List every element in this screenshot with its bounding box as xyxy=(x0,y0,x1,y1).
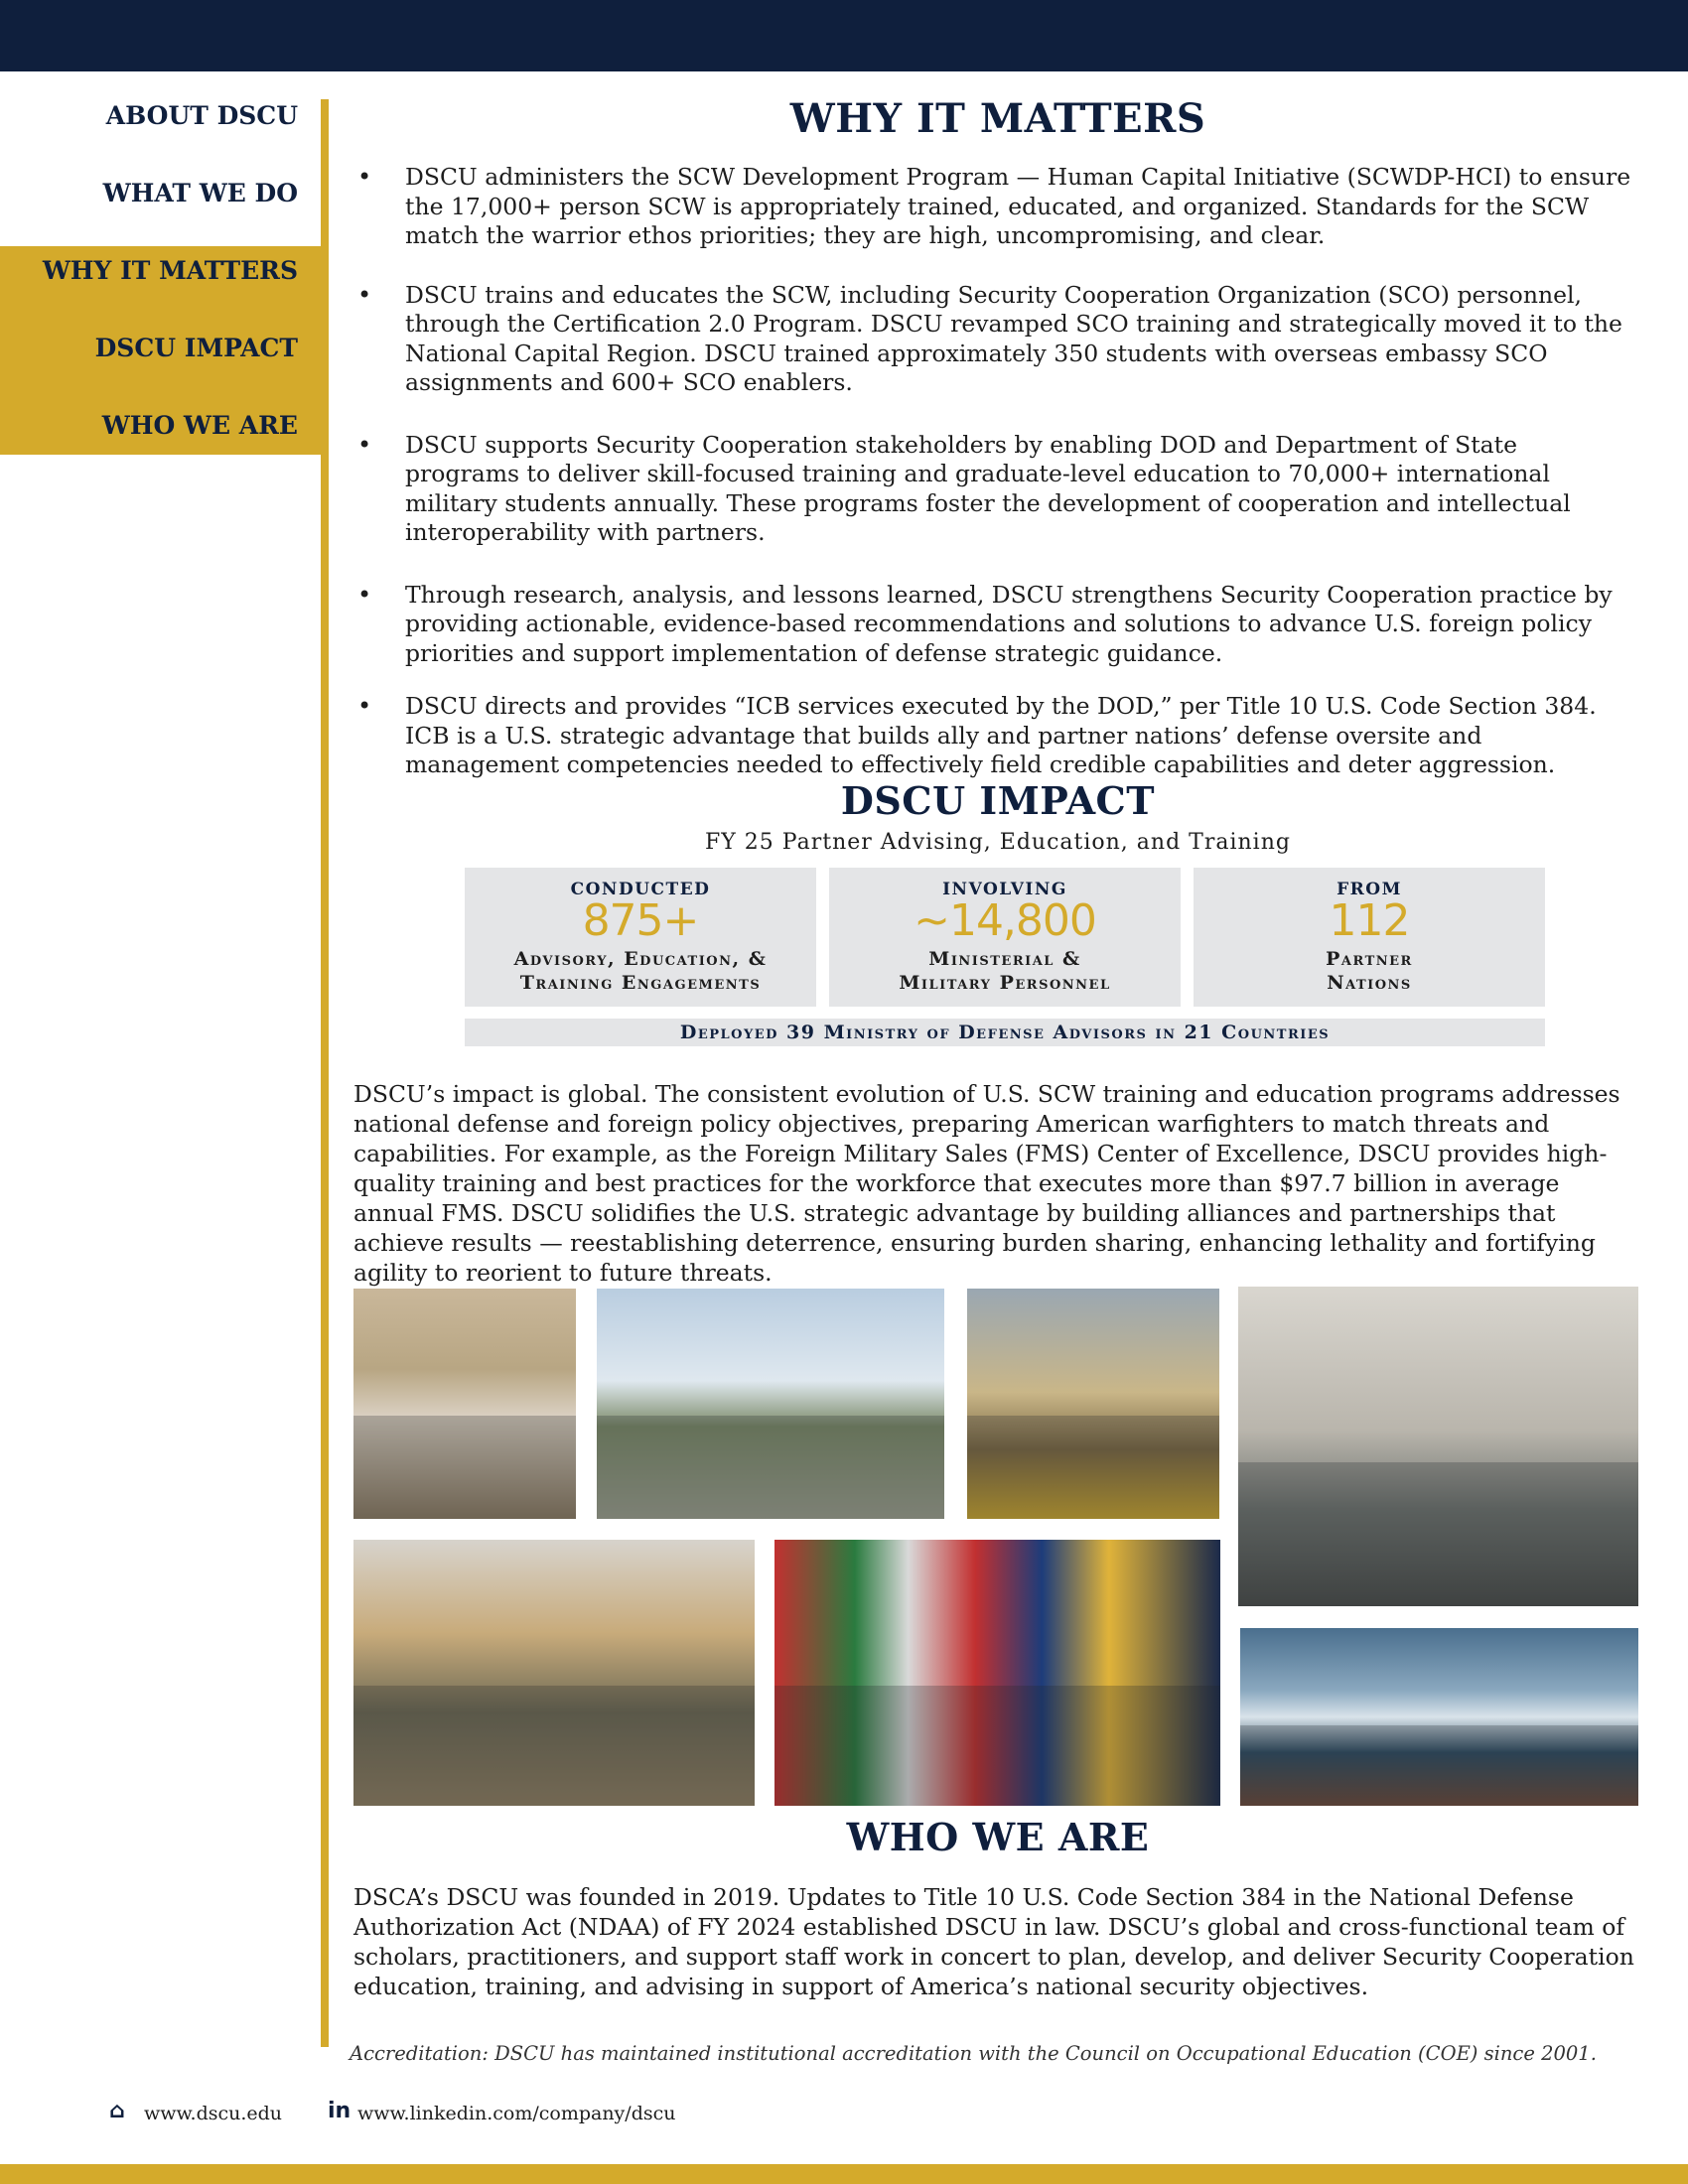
photo-fighter-jet-hangar xyxy=(1238,1287,1638,1606)
stat-card-engagements xyxy=(465,868,816,1007)
section-heading-dscu-impact: DSCU IMPACT xyxy=(840,778,1156,823)
nav-item-dscu-impact[interactable]: DSCU IMPACT xyxy=(94,334,298,362)
why-bullet-list xyxy=(357,163,1638,810)
stat-value: ~14,800 xyxy=(914,895,1096,946)
stat-desc-line: Training Engagements xyxy=(519,972,762,994)
stat-desc-line: Partner xyxy=(1326,948,1413,970)
section-heading-who-we-are: WHO WE ARE xyxy=(846,1815,1150,1859)
bullet-item: • DSCU directs and provides “ICB services executed by the DOD,” per Title 10 U.S. Code Section 384. ICB is a U.S. strategic advantage that builds ally and partner nations’ defense oversite and management competencies needed to effectively field credible capabilities and deter aggression. xyxy=(357,692,1638,780)
stat-description xyxy=(829,947,1181,995)
impact-subheading: FY 25 Partner Advising, Education, and Training xyxy=(705,830,1291,855)
stat-card-nations xyxy=(1194,868,1545,1007)
photo-meeting xyxy=(353,1289,576,1519)
stat-desc-line: Nations xyxy=(1327,972,1412,994)
stat-label: INVOLVING xyxy=(942,880,1067,899)
bottom-banner xyxy=(0,2164,1688,2184)
photo-soldiers-supplies xyxy=(353,1540,755,1806)
photo-flag-ceremony xyxy=(774,1540,1220,1806)
deployed-advisors-banner: Deployed 39 Ministry of Defense Advisors in 21 Countries xyxy=(465,1019,1545,1046)
top-banner xyxy=(0,0,1688,71)
accreditation-note: Accreditation: DSCU has maintained institutional accreditation with the Council on Occupational Education (COE) since 2001. xyxy=(350,2042,1597,2065)
photo-helicopter-crew xyxy=(597,1289,944,1519)
stat-desc-line: Ministerial & xyxy=(928,948,1081,970)
bullet-item: • DSCU administers the SCW Development Program — Human Capital Initiative (SCWDP-HCI) to ensure the 17,000+ person SCW is appropriately trained, educated, and organized. Standards for the SCW match the warrior ethos priorities; they are high, uncompromising, and clear. xyxy=(357,163,1638,251)
photo-tank-transport xyxy=(967,1289,1219,1519)
photo-patrol-boat xyxy=(1240,1628,1638,1806)
stat-description xyxy=(465,947,816,995)
nav-item-who-we-are[interactable]: WHO WE ARE xyxy=(101,411,298,440)
stat-label: FROM xyxy=(1336,880,1402,899)
stat-value: 875+ xyxy=(582,895,699,946)
nav-item-what-we-do[interactable]: WHAT WE DO xyxy=(102,179,298,207)
stat-card-personnel xyxy=(829,868,1181,1007)
website-link[interactable]: www.dscu.edu xyxy=(144,2103,283,2124)
bullet-item: • DSCU supports Security Cooperation stakeholders by enabling DOD and Department of State programs to deliver skill-focused training and graduate-level education to 70,000+ international military students annually. These programs foster the development of cooperation and intellectual interoperability with partners. xyxy=(357,431,1638,548)
nav-item-why-it-matters[interactable]: WHY IT MATTERS xyxy=(42,256,298,285)
divider-line xyxy=(321,99,329,2047)
stat-desc-line: Advisory, Education, & xyxy=(513,948,768,970)
who-paragraph: DSCA’s DSCU was founded in 2019. Updates to Title 10 U.S. Code Section 384 in the National Defense Authorization Act (NDAA) of FY 2024 established DSCU in law. DSCU’s global and cross-functional team of scholars, practitioners, and support staff work in concert to plan, develop, and deliver Security Cooperation education, training, and advising in support of America’s national security objectives. xyxy=(353,1883,1634,2000)
stat-value: 112 xyxy=(1329,895,1410,946)
stat-description xyxy=(1194,947,1545,995)
home-icon: ⌂ xyxy=(109,2099,125,2123)
section-heading-why-it-matters: WHY IT MATTERS xyxy=(789,95,1206,142)
stat-desc-line: Military Personnel xyxy=(899,972,1111,994)
stat-label: CONDUCTED xyxy=(570,880,711,899)
bullet-item: • Through research, analysis, and lessons learned, DSCU strengthens Security Cooperation practice by providing actionable, evidence-based recommendations and solutions to advance U.S. foreign policy priorities and support implementation of defense strategic guidance. xyxy=(357,581,1638,669)
impact-paragraph: DSCU’s impact is global. The consistent evolution of U.S. SCW training and education programs addresses national defense and foreign policy objectives, preparing American warfighters to match threats and capabilities. For example, as the Foreign Military Sales (FMS) Center of Excellence, DSCU provides high-quality training and best practices for the workforce that executes more than $97.7 billion in average annual FMS. DSCU solidifies the U.S. strategic advantage by building alliances and partnerships that achieve results — reestablishing deterrence, ensuring burden sharing, enhancing lethality and fortifying agility to reorient to future threats. xyxy=(353,1080,1620,1287)
linkedin-icon: in xyxy=(328,2099,352,2123)
bullet-item: • DSCU trains and educates the SCW, including Security Cooperation Organization (SCO) personnel, through the Certification 2.0 Program. DSCU revamped SCO training and strategically moved it to the National Capital Region. DSCU trained approximately 350 students with overseas embassy SCO assignments and 600+ SCO enablers. xyxy=(357,281,1638,398)
nav-item-about-dscu[interactable]: ABOUT DSCU xyxy=(105,101,298,130)
linkedin-link[interactable]: www.linkedin.com/company/dscu xyxy=(357,2103,676,2124)
